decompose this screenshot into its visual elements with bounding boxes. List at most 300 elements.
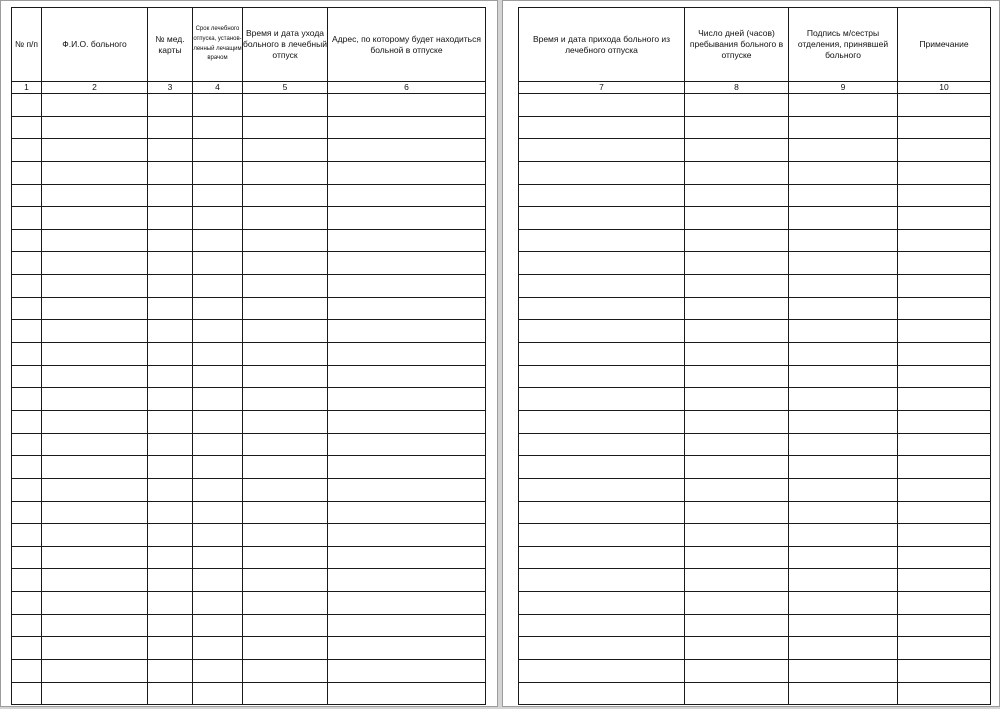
left-cell-col-1[interactable]	[12, 592, 42, 615]
left-cell-col-4[interactable]	[193, 660, 243, 683]
left-page	[0, 0, 498, 707]
left-cell-col-5[interactable]	[243, 433, 328, 456]
table-row	[12, 546, 486, 569]
left-cell-col-4[interactable]	[193, 388, 243, 411]
left-cell-col-3[interactable]	[148, 682, 193, 705]
right-cell-col-3[interactable]	[789, 592, 898, 615]
right-cell-col-2[interactable]	[685, 410, 789, 433]
left-cell-col-2[interactable]	[42, 275, 148, 298]
left-cell-col-5[interactable]	[243, 388, 328, 411]
left-cell-col-3[interactable]	[148, 297, 193, 320]
left-cell-col-1[interactable]	[12, 116, 42, 139]
table-row	[12, 456, 486, 479]
right-cell-col-1[interactable]	[519, 524, 685, 547]
right-cell-col-1[interactable]	[519, 501, 685, 524]
right-cell-col-2[interactable]	[685, 297, 789, 320]
left-cell-col-6[interactable]	[328, 94, 486, 117]
left-cell-col-4[interactable]	[193, 184, 243, 207]
left-cell-col-5[interactable]	[243, 365, 328, 388]
header-leave-duration: Срок лечебного отпуска, установ-ленный лечащим врачом	[193, 8, 243, 82]
left-cell-col-6[interactable]	[328, 343, 486, 366]
right-cell-col-4[interactable]	[898, 116, 991, 139]
left-cell-col-1[interactable]	[12, 297, 42, 320]
left-cell-col-3[interactable]	[148, 478, 193, 501]
right-cell-col-1[interactable]	[519, 456, 685, 479]
left-cell-col-6[interactable]	[328, 592, 486, 615]
right-cell-col-1[interactable]	[519, 297, 685, 320]
left-cell-col-3[interactable]	[148, 501, 193, 524]
left-cell-col-2[interactable]	[42, 139, 148, 162]
table-row	[12, 161, 486, 184]
left-cell-col-5[interactable]	[243, 207, 328, 230]
left-cell-col-5[interactable]	[243, 592, 328, 615]
left-cell-col-5[interactable]	[243, 116, 328, 139]
left-cell-col-4[interactable]	[193, 229, 243, 252]
left-cell-col-1[interactable]	[12, 94, 42, 117]
left-cell-col-2[interactable]	[42, 569, 148, 592]
right-cell-col-1[interactable]	[519, 546, 685, 569]
left-cell-col-3[interactable]	[148, 614, 193, 637]
right-cell-col-3[interactable]	[789, 343, 898, 366]
left-cell-col-5[interactable]	[243, 569, 328, 592]
left-cell-col-5[interactable]	[243, 410, 328, 433]
left-cell-col-3[interactable]	[148, 456, 193, 479]
left-cell-col-1[interactable]	[12, 524, 42, 547]
left-cell-col-5[interactable]	[243, 94, 328, 117]
right-cell-col-1[interactable]	[519, 433, 685, 456]
left-cell-col-5[interactable]	[243, 682, 328, 705]
left-cell-col-5[interactable]	[243, 229, 328, 252]
right-cell-col-1[interactable]	[519, 637, 685, 660]
table-row	[519, 252, 991, 275]
left-cell-col-2[interactable]	[42, 343, 148, 366]
left-cell-col-4[interactable]	[193, 592, 243, 615]
left-cell-col-1[interactable]	[12, 320, 42, 343]
right-cell-col-1[interactable]	[519, 478, 685, 501]
right-cell-col-4[interactable]	[898, 229, 991, 252]
right-cell-col-2[interactable]	[685, 524, 789, 547]
left-cell-col-3[interactable]	[148, 207, 193, 230]
right-cell-col-1[interactable]	[519, 252, 685, 275]
left-cell-col-2[interactable]	[42, 297, 148, 320]
left-cell-col-4[interactable]	[193, 456, 243, 479]
right-cell-col-2[interactable]	[685, 229, 789, 252]
left-cell-col-2[interactable]	[42, 592, 148, 615]
left-cell-col-4[interactable]	[193, 252, 243, 275]
right-cell-col-2[interactable]	[685, 614, 789, 637]
left-cell-col-4[interactable]	[193, 569, 243, 592]
left-cell-col-6[interactable]	[328, 478, 486, 501]
table-row	[12, 297, 486, 320]
left-cell-col-6[interactable]	[328, 501, 486, 524]
right-cell-col-3[interactable]	[789, 229, 898, 252]
left-cell-col-1[interactable]	[12, 252, 42, 275]
left-cell-col-2[interactable]	[42, 320, 148, 343]
right-cell-col-2[interactable]	[685, 343, 789, 366]
right-cell-col-1[interactable]	[519, 343, 685, 366]
left-cell-col-3[interactable]	[148, 410, 193, 433]
left-cell-col-2[interactable]	[42, 524, 148, 547]
right-cell-col-3[interactable]	[789, 365, 898, 388]
right-cell-col-3[interactable]	[789, 252, 898, 275]
left-cell-col-3[interactable]	[148, 637, 193, 660]
left-cell-col-1[interactable]	[12, 682, 42, 705]
left-cell-col-3[interactable]	[148, 252, 193, 275]
table-row	[519, 365, 991, 388]
column-number: 2	[42, 82, 148, 94]
left-cell-col-2[interactable]	[42, 546, 148, 569]
left-cell-col-5[interactable]	[243, 184, 328, 207]
right-cell-col-4[interactable]	[898, 297, 991, 320]
right-cell-col-3[interactable]	[789, 524, 898, 547]
right-cell-col-3[interactable]	[789, 116, 898, 139]
left-cell-col-4[interactable]	[193, 94, 243, 117]
left-cell-col-1[interactable]	[12, 637, 42, 660]
right-cell-col-2[interactable]	[685, 388, 789, 411]
left-cell-col-4[interactable]	[193, 161, 243, 184]
left-cell-col-2[interactable]	[42, 637, 148, 660]
right-cell-col-3[interactable]	[789, 297, 898, 320]
left-cell-col-1[interactable]	[12, 139, 42, 162]
right-cell-col-2[interactable]	[685, 478, 789, 501]
table-row	[519, 116, 991, 139]
left-cell-col-6[interactable]	[328, 433, 486, 456]
left-cell-col-6[interactable]	[328, 229, 486, 252]
left-cell-col-1[interactable]	[12, 161, 42, 184]
right-cell-col-2[interactable]	[685, 592, 789, 615]
right-cell-col-2[interactable]	[685, 456, 789, 479]
right-cell-col-4[interactable]	[898, 207, 991, 230]
left-cell-col-6[interactable]	[328, 365, 486, 388]
left-cell-col-6[interactable]	[328, 297, 486, 320]
right-cell-col-4[interactable]	[898, 501, 991, 524]
left-cell-col-1[interactable]	[12, 184, 42, 207]
left-cell-col-1[interactable]	[12, 546, 42, 569]
table-row	[519, 660, 991, 683]
left-cell-col-5[interactable]	[243, 478, 328, 501]
right-cell-col-3[interactable]	[789, 275, 898, 298]
right-cell-col-1[interactable]	[519, 116, 685, 139]
header-row	[12, 8, 486, 82]
left-cell-col-4[interactable]	[193, 614, 243, 637]
left-cell-col-1[interactable]	[12, 275, 42, 298]
right-cell-col-1[interactable]	[519, 161, 685, 184]
right-cell-col-1[interactable]	[519, 184, 685, 207]
right-cell-col-1[interactable]	[519, 660, 685, 683]
left-cell-col-5[interactable]	[243, 297, 328, 320]
left-cell-col-1[interactable]	[12, 388, 42, 411]
left-cell-col-3[interactable]	[148, 546, 193, 569]
right-cell-col-4[interactable]	[898, 546, 991, 569]
right-cell-col-4[interactable]	[898, 456, 991, 479]
right-cell-col-3[interactable]	[789, 184, 898, 207]
left-cell-col-5[interactable]	[243, 343, 328, 366]
left-cell-col-4[interactable]	[193, 365, 243, 388]
right-cell-col-1[interactable]	[519, 275, 685, 298]
left-cell-col-1[interactable]	[12, 456, 42, 479]
left-cell-col-1[interactable]	[12, 501, 42, 524]
left-cell-col-4[interactable]	[193, 433, 243, 456]
left-cell-col-6[interactable]	[328, 614, 486, 637]
right-cell-col-4[interactable]	[898, 184, 991, 207]
left-cell-col-1[interactable]	[12, 660, 42, 683]
left-cell-col-6[interactable]	[328, 252, 486, 275]
left-cell-col-2[interactable]	[42, 207, 148, 230]
right-cell-col-3[interactable]	[789, 614, 898, 637]
left-cell-col-3[interactable]	[148, 660, 193, 683]
left-cell-col-3[interactable]	[148, 116, 193, 139]
right-cell-col-3[interactable]	[789, 660, 898, 683]
left-cell-col-5[interactable]	[243, 660, 328, 683]
table-row	[519, 94, 991, 117]
left-cell-col-2[interactable]	[42, 410, 148, 433]
right-cell-col-2[interactable]	[685, 660, 789, 683]
left-cell-col-5[interactable]	[243, 614, 328, 637]
left-cell-col-2[interactable]	[42, 456, 148, 479]
right-cell-col-2[interactable]	[685, 275, 789, 298]
left-cell-col-4[interactable]	[193, 207, 243, 230]
left-cell-col-2[interactable]	[42, 161, 148, 184]
right-cell-col-3[interactable]	[789, 682, 898, 705]
right-cell-col-4[interactable]	[898, 614, 991, 637]
right-cell-col-2[interactable]	[685, 365, 789, 388]
right-cell-col-3[interactable]	[789, 139, 898, 162]
left-cell-col-5[interactable]	[243, 161, 328, 184]
left-cell-col-5[interactable]	[243, 637, 328, 660]
right-cell-col-4[interactable]	[898, 637, 991, 660]
left-cell-col-4[interactable]	[193, 637, 243, 660]
right-cell-col-3[interactable]	[789, 207, 898, 230]
left-cell-col-1[interactable]	[12, 229, 42, 252]
right-cell-col-4[interactable]	[898, 139, 991, 162]
left-cell-col-6[interactable]	[328, 546, 486, 569]
right-cell-col-4[interactable]	[898, 569, 991, 592]
left-cell-col-1[interactable]	[12, 410, 42, 433]
left-cell-col-2[interactable]	[42, 184, 148, 207]
left-cell-col-6[interactable]	[328, 524, 486, 547]
right-cell-col-3[interactable]	[789, 94, 898, 117]
right-cell-col-1[interactable]	[519, 320, 685, 343]
left-cell-col-5[interactable]	[243, 139, 328, 162]
left-cell-col-3[interactable]	[148, 524, 193, 547]
left-cell-col-5[interactable]	[243, 456, 328, 479]
table-row	[519, 139, 991, 162]
left-cell-col-4[interactable]	[193, 275, 243, 298]
left-cell-col-2[interactable]	[42, 660, 148, 683]
right-cell-col-4[interactable]	[898, 252, 991, 275]
leave-log-table-right	[518, 7, 991, 705]
left-cell-col-4[interactable]	[193, 478, 243, 501]
right-cell-col-4[interactable]	[898, 592, 991, 615]
right-cell-col-4[interactable]	[898, 388, 991, 411]
left-cell-col-3[interactable]	[148, 365, 193, 388]
left-cell-col-4[interactable]	[193, 546, 243, 569]
table-row	[519, 682, 991, 705]
left-cell-col-6[interactable]	[328, 660, 486, 683]
left-cell-col-2[interactable]	[42, 614, 148, 637]
left-cell-col-4[interactable]	[193, 320, 243, 343]
left-cell-col-4[interactable]	[193, 501, 243, 524]
left-cell-col-2[interactable]	[42, 116, 148, 139]
right-cell-col-1[interactable]	[519, 229, 685, 252]
right-cell-col-2[interactable]	[685, 139, 789, 162]
left-cell-col-6[interactable]	[328, 456, 486, 479]
right-cell-col-2[interactable]	[685, 569, 789, 592]
right-cell-col-1[interactable]	[519, 94, 685, 117]
right-cell-col-4[interactable]	[898, 433, 991, 456]
left-cell-col-2[interactable]	[42, 365, 148, 388]
left-cell-col-4[interactable]	[193, 343, 243, 366]
table-row	[12, 229, 486, 252]
left-cell-col-3[interactable]	[148, 320, 193, 343]
left-cell-col-6[interactable]	[328, 569, 486, 592]
left-cell-col-4[interactable]	[193, 297, 243, 320]
left-cell-col-3[interactable]	[148, 592, 193, 615]
left-cell-col-3[interactable]	[148, 139, 193, 162]
right-cell-col-4[interactable]	[898, 343, 991, 366]
right-cell-col-3[interactable]	[789, 501, 898, 524]
header-medical-card-number: № мед. карты	[148, 8, 193, 82]
right-cell-col-1[interactable]	[519, 410, 685, 433]
left-cell-col-2[interactable]	[42, 433, 148, 456]
header-return-time-date: Время и дата прихода больного из лечебного отпуска	[519, 8, 685, 82]
left-cell-col-5[interactable]	[243, 524, 328, 547]
left-cell-col-3[interactable]	[148, 161, 193, 184]
left-cell-col-6[interactable]	[328, 682, 486, 705]
right-cell-col-3[interactable]	[789, 410, 898, 433]
left-cell-col-3[interactable]	[148, 433, 193, 456]
left-cell-col-6[interactable]	[328, 161, 486, 184]
table-row	[519, 546, 991, 569]
right-cell-col-4[interactable]	[898, 682, 991, 705]
left-cell-col-1[interactable]	[12, 569, 42, 592]
left-cell-col-6[interactable]	[328, 388, 486, 411]
left-cell-col-6[interactable]	[328, 637, 486, 660]
left-cell-col-2[interactable]	[42, 252, 148, 275]
right-cell-col-1[interactable]	[519, 614, 685, 637]
left-cell-col-3[interactable]	[148, 343, 193, 366]
left-cell-col-4[interactable]	[193, 682, 243, 705]
right-cell-col-2[interactable]	[685, 501, 789, 524]
left-cell-col-3[interactable]	[148, 229, 193, 252]
left-cell-col-1[interactable]	[12, 207, 42, 230]
left-cell-col-5[interactable]	[243, 275, 328, 298]
right-cell-col-1[interactable]	[519, 365, 685, 388]
right-cell-col-2[interactable]	[685, 94, 789, 117]
right-cell-col-3[interactable]	[789, 478, 898, 501]
left-cell-col-6[interactable]	[328, 139, 486, 162]
left-cell-col-1[interactable]	[12, 343, 42, 366]
left-cell-col-4[interactable]	[193, 524, 243, 547]
left-cell-col-3[interactable]	[148, 275, 193, 298]
left-cell-col-5[interactable]	[243, 320, 328, 343]
table-row	[12, 478, 486, 501]
right-cell-col-4[interactable]	[898, 660, 991, 683]
right-cell-col-4[interactable]	[898, 524, 991, 547]
right-cell-col-2[interactable]	[685, 207, 789, 230]
right-cell-col-3[interactable]	[789, 546, 898, 569]
left-cell-col-6[interactable]	[328, 116, 486, 139]
column-number: 8	[685, 82, 789, 94]
left-cell-col-2[interactable]	[42, 388, 148, 411]
right-cell-col-2[interactable]	[685, 637, 789, 660]
left-cell-col-5[interactable]	[243, 546, 328, 569]
left-cell-col-4[interactable]	[193, 116, 243, 139]
left-cell-col-1[interactable]	[12, 478, 42, 501]
left-cell-col-3[interactable]	[148, 388, 193, 411]
column-number: 4	[193, 82, 243, 94]
right-cell-col-2[interactable]	[685, 252, 789, 275]
right-cell-col-3[interactable]	[789, 637, 898, 660]
right-cell-col-2[interactable]	[685, 433, 789, 456]
right-cell-col-4[interactable]	[898, 275, 991, 298]
right-cell-col-1[interactable]	[519, 569, 685, 592]
left-cell-col-5[interactable]	[243, 252, 328, 275]
left-cell-col-6[interactable]	[328, 320, 486, 343]
right-cell-col-1[interactable]	[519, 388, 685, 411]
right-cell-col-4[interactable]	[898, 365, 991, 388]
right-cell-col-2[interactable]	[685, 682, 789, 705]
left-cell-col-2[interactable]	[42, 682, 148, 705]
right-cell-col-3[interactable]	[789, 320, 898, 343]
table-row	[519, 501, 991, 524]
table-row	[519, 614, 991, 637]
left-cell-col-4[interactable]	[193, 139, 243, 162]
right-cell-col-2[interactable]	[685, 546, 789, 569]
right-cell-col-2[interactable]	[685, 116, 789, 139]
left-cell-col-3[interactable]	[148, 184, 193, 207]
right-cell-col-4[interactable]	[898, 410, 991, 433]
right-cell-col-3[interactable]	[789, 433, 898, 456]
right-cell-col-2[interactable]	[685, 161, 789, 184]
left-cell-col-6[interactable]	[328, 207, 486, 230]
column-number: 9	[789, 82, 898, 94]
right-cell-col-1[interactable]	[519, 207, 685, 230]
right-cell-col-2[interactable]	[685, 184, 789, 207]
right-cell-col-4[interactable]	[898, 320, 991, 343]
left-cell-col-2[interactable]	[42, 94, 148, 117]
left-cell-col-6[interactable]	[328, 275, 486, 298]
left-cell-col-5[interactable]	[243, 501, 328, 524]
left-cell-col-6[interactable]	[328, 410, 486, 433]
right-cell-col-3[interactable]	[789, 388, 898, 411]
right-cell-col-3[interactable]	[789, 161, 898, 184]
left-cell-col-2[interactable]	[42, 229, 148, 252]
right-cell-col-4[interactable]	[898, 478, 991, 501]
left-cell-col-4[interactable]	[193, 410, 243, 433]
right-cell-col-4[interactable]	[898, 161, 991, 184]
right-cell-col-2[interactable]	[685, 320, 789, 343]
right-cell-col-1[interactable]	[519, 139, 685, 162]
right-cell-col-3[interactable]	[789, 456, 898, 479]
right-cell-col-1[interactable]	[519, 592, 685, 615]
left-cell-col-3[interactable]	[148, 94, 193, 117]
table-row	[519, 410, 991, 433]
left-cell-col-1[interactable]	[12, 614, 42, 637]
left-cell-col-2[interactable]	[42, 478, 148, 501]
table-row	[519, 275, 991, 298]
table-row	[12, 139, 486, 162]
right-cell-col-4[interactable]	[898, 94, 991, 117]
left-cell-col-3[interactable]	[148, 569, 193, 592]
right-cell-col-3[interactable]	[789, 569, 898, 592]
left-cell-col-1[interactable]	[12, 365, 42, 388]
left-cell-col-6[interactable]	[328, 184, 486, 207]
left-cell-col-1[interactable]	[12, 433, 42, 456]
table-row	[519, 161, 991, 184]
right-cell-col-1[interactable]	[519, 682, 685, 705]
left-cell-col-2[interactable]	[42, 501, 148, 524]
